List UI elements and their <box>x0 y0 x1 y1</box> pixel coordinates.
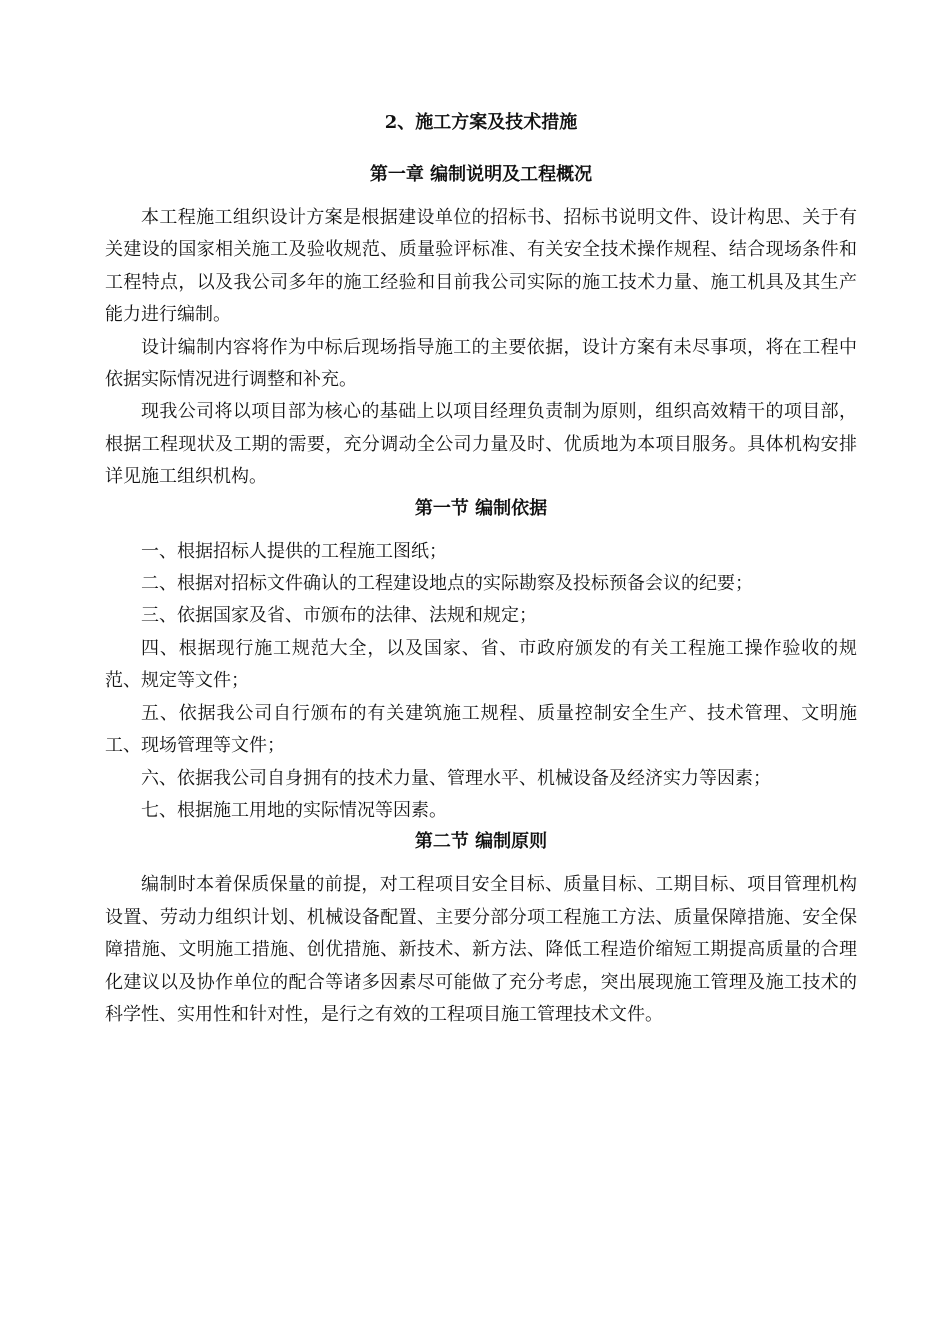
section-heading-basis: 第一节 编制依据 <box>414 497 548 519</box>
basis-list-item: 二、根据对招标文件确认的工程建设地点的实际勘察及投标预备会议的纪要； <box>141 573 753 595</box>
basis-list-item: 六、依据我公司自身拥有的技术力量、管理水平、机械设备及经济实力等因素； <box>141 767 771 789</box>
basis-list-item: 七、根据施工用地的实际情况等因素。 <box>141 799 447 821</box>
intro-paragraph: 本工程施工组织设计方案是根据建设单位的招标书、招标书说明文件、设计构思、关于有关建设的国家相关施工及验收规范、质量验评标准、有关安全技术操作规程、结合现场条件和工程特点，以及我公司多年的施工经验和目前我公司实际的施工技术力量、施工机具及其生产能力进行编制。 <box>105 207 857 326</box>
intro-paragraph: 设计编制内容将作为中标后现场指导施工的主要依据，设计方案有未尽事项，将在工程中依据实际情况进行调整和补充。 <box>105 336 857 391</box>
section-heading-principles: 第二节 编制原则 <box>414 831 548 853</box>
basis-list-item: 一、根据招标人提供的工程施工图纸； <box>141 540 447 562</box>
document-page <box>105 108 857 1031</box>
basis-list-item: 四、根据现行施工规范大全，以及国家、省、市政府颁发的有关工程施工操作验收的规范、规定等文件； <box>105 637 857 692</box>
basis-list-item: 五、依据我公司自行颁布的有关建筑施工规程、质量控制安全生产、技术管理、文明施工、现场管理等文件； <box>105 702 857 757</box>
basis-list-item: 三、依据国家及省、市颁布的法律、法规和规定； <box>141 605 537 627</box>
intro-paragraph: 现我公司将以项目部为核心的基础上以项目经理负责制为原则，组织高效精干的项目部，根据工程现状及工期的需要，充分调动全公司力量及时、优质地为本项目服务。具体机构安排详见施工组织机构。 <box>105 401 857 488</box>
principles-paragraph: 编制时本着保质保量的前提，对工程项目安全目标、质量目标、工期目标、项目管理机构设置、劳动力组织计划、机械设备配置、主要分部分项工程施工方法、质量保障措施、安全保障措施、文明施工措施、创优措施、新技术、新方法、降低工程造价缩短工期提高质量的合理化建议以及协作单位的配合等诸多因素尽可能做了充分考虑，突出展现施工管理及施工技术的科学性、实用性和针对性，是行之有效的工程项目施工管理技术文件。 <box>105 874 857 1025</box>
document-title: 2、施工方案及技术措施 <box>384 112 578 133</box>
chapter-heading: 第一章 编制说明及工程概况 <box>369 164 593 185</box>
